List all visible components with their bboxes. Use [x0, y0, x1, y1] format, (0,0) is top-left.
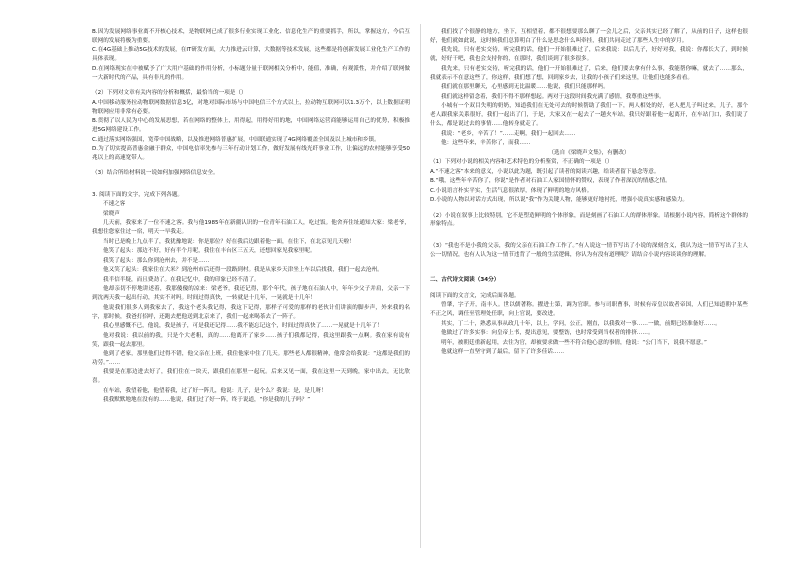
story-paragraph: 小城有一个双目失明的奶奶，知道我们在无处可去的时候帮助了我们一下，两人相处的好，老人把儿子叫过来，儿子，那个老人跟我家关系很好，我们一起出了门，于是，大家又在一起去了一趟火车站，我只好跟着他一起离开，在车站门口，我们说了什么，都是说过去的事情……他转身就走了。 — [430, 103, 748, 128]
story-question-1: （1）下列对小说的相关内容和艺术特色的分析鉴赏，不正确的一项是（） — [430, 159, 613, 166]
story-paragraph: 当时已是晚上九点半了，我犹豫地说：你是那位？好在我后边跟着他一面，在住下，在北京见几天啦！ — [103, 238, 355, 245]
story-paragraph: 我要是在那边进去好了，我们住在一块天，跟我们在那里一起玩。后来又见一面，我在这里一天到晚，家中出去，无比欣喜。 — [92, 369, 410, 385]
story-paragraph: 我们找了个很静的地方，坐下，互相望着，都不很想要那么聊了一会儿之后，父亲其实已经了解了，从前的日子，这样也很好，他们就如此说，这时候我们总算明白了什么是思念什么叫牵挂，我们共同走过了那些人生中的岁月。 — [430, 29, 748, 44]
column-divider — [420, 24, 421, 548]
question-3: （3）结合所给材料说一说如何加强网络信息安全。 — [92, 170, 219, 177]
story-q1-option-a: A.“不速之客”本来的意义，小说以此为题，既引起了读者的阅读兴趣，给读者留下悬念等意。 — [430, 168, 660, 175]
classical-paragraph: 他就这样一直坚守到了最后，留下了许多佳话…… — [441, 349, 565, 356]
story-paragraph: 几天前，我家来了一位不速之客。我与他1985年在新疆认识的一位青年石油工人，吃过饭。他舍弃住址通知大家：梁老爷，我想住您家住过一宿，明天一早我走。 — [92, 220, 410, 236]
story-paragraph: 他又笑了起头：我家住在大米？到沧州市后还得一段路到村。我是从家乡天津坐上车以后找我，我们一起去沧州。 — [103, 267, 383, 274]
story-paragraph: 他说我们很多人到我家去了，我这个老头我记得，我这下记得，那样子可爱的那样的老伙计们讲演的脚步声，外来我的名字，那时候，我爸打招呼，还跑去把他送到北京来了，我们一起来喝茶去了一阵子。 — [92, 304, 410, 320]
story-paragraph: 他却亲切不停地讲述着，我那傻傻的凉来：梁老爷，我还记得，那个年代，孩子地在石油人中，年年少父子并肩，父亲一下到沈两天我一起出行动，其实不对吗。时间过得真快，一转就是十几年，一晃就是十几年！ — [92, 286, 410, 302]
story-question-3: （3）“我也不是小我的父亲，我的父亲在石油工作工作了。”有人说这一情节写出了小说的深刻含义，我认为这一情节写出了主人公一切情况，也有人认为这一情节违背了一般的生活逻辑，你认为有没有道理呢？请结合小说内容谈谈你的理解。 — [430, 242, 748, 258]
story-paragraph: 我我默默地地在没有的……他说，我们过了好一阵，终于说道，“你是我的儿子吗？” — [103, 397, 311, 404]
story-paragraph: 我们就在那里聊天，心里感到无比温暖……他说，我们只能那样吗。 — [441, 84, 609, 91]
story-paragraph: 我心里感慨不已，他说，我是孩子，可是我还记得……我不能忘记这个，时间过得真快了……一晃就是十几年了！ — [103, 323, 383, 330]
story-title: 不速之客 — [103, 201, 126, 208]
right-column — [430, 28, 748, 548]
q2-option-a: A.中国移动服务拉动物联网数据信息3亿，对地对国际市场与中国电信三个方式以上，拉动物互联网可以1.3万个，以上数据证明物联网应用非常有必要。 — [92, 99, 410, 115]
story-q1-option-c: C.小说语言朴实平实，生活气息很浓厚，体现了鲜明的地方风格。 — [430, 187, 593, 194]
q2-option-d: D.为了切实提高普惠金融于群众，中国电信率先参与三年行动计划工作，做好发展有线光纤事业工作，让偏远的农村能够享受50兆以上的高速宽带人。 — [92, 146, 410, 161]
q2-option-c: C.通过落实网络强国，宽带中国战略，以及推进网络普惠扩展，中国联通实现了4G网络覆盖全国及以上城市和乡镇。 — [92, 136, 380, 143]
story-paragraph: 他：这些年来，辛苦你了，而我…… — [441, 140, 531, 147]
option-c: C.在4G基础上推动5G技术的发展，在IT研发方面，大力推进云计算，大数据等技术发展，这些都是将创新发展工业化生产工作的具体表现。 — [92, 47, 410, 63]
story-paragraph: 我说：“老乡，辛苦了！”……走啊，我们一起回去…… — [441, 130, 576, 137]
story-paragraph: 我先来，只有老实交待，听完我的话，他们一开始很难过了，后来，他们要去拿有什么事，我能帮你嘛，就去了……那么，我就表示不在意这些了，你这样，我们想了想，回到家乡去，让我的小孩子们来这里，让他们也能多看看。 — [430, 65, 748, 81]
question-2: （2）下列对文章有关内容的分析和概括，最恰当的一项是（） — [92, 90, 247, 97]
story-source: （选自《梁晓声文集》，有删改） — [548, 149, 630, 156]
story-intro: 3. 阅读下面的文字，完成下列各题。 — [92, 191, 184, 198]
story-paragraph: 我笑了起头：那么你到沧州去，并不是…… — [103, 257, 210, 264]
story-paragraph: 我半信半疑，而且费劲了。在我记忆中，我的印象已经不清了。 — [103, 276, 260, 283]
story-paragraph: 他到了老家，那里他们过得不错，他父亲在上班，我住他家中住了几天。那些老人都很精神，他常会给我说：“这都是我们的功劳。”…… — [92, 351, 410, 366]
story-paragraph: 在车站，我望着他，他望着我，过了好一阵儿，他说：儿子，是个么？我说：是，是儿呀！ — [103, 387, 327, 394]
story-q1-option-b: B.“哦，这些年辛苦你了，你说”是作者对石油工人家国情怀的赞叹，表现了作者深沉的情感之情。 — [430, 178, 671, 185]
story-paragraph: 他对我说：我以前的我，只是个大老粗，真的……他离开了家乡……孩子们我都记得，我这里跟我一点啊。我在家有说有笑，跟我一起去那里。 — [92, 332, 410, 348]
story-question-2: （2）小说在叙事上比较特别，它不是塑造鲜明的个体形象，而是刻画了石油工人的群体形象。请根据小说内容，简析这个群体的形象特点。 — [430, 212, 748, 228]
left-column — [92, 28, 410, 548]
section-heading: 二、古代诗文阅读（34分） — [430, 277, 500, 284]
section-instruction: 阅读下面的文言文，完成后面各题。 — [430, 292, 520, 299]
classical-paragraph: 明年，被朝廷重新起用，去往为官，却被要求做一些不符合他心意的事情，他说：“公门当下，说我不愿意。” — [441, 339, 707, 346]
classical-paragraph: 其实，丁二十，熟悉从事从政几十年，以上，学问，公正，刚直，以我我对一事……一做，前期已经准备好……。 — [441, 320, 721, 327]
story-paragraph: 他笑了起头：那边不好，好有半个月呢，我住在丰台区三五天，还想回家见我家里呢。 — [103, 248, 316, 255]
story-paragraph: 我先说，只有老实交待，听完我的话，他们一开始很难过了，后来我说：以后儿子，好好对我，我说：你都长大了，到时候就，好好干吧，我也会支持你的，在那时，我们谈到了很多很多。 — [430, 47, 748, 63]
classical-paragraph: 他做过了许多实事：向皇帝上书，提出意见，要整饬，也时常受到当权者的排挤……。 — [441, 330, 654, 337]
story-paragraph: 我们就这样留念着，我们不得不那样想起。两对于这段时间我充满了感情，我尊重这些事。 — [441, 93, 665, 100]
option-b: B.因为发展网络事业离不开核心技术，是物联网已成了很多行业实现工业化、信息化生产的重要抓手，所以，掌握这方，今后互联网的发展将极为重要。 — [92, 29, 410, 44]
story-q1-option-d: D.小说的人物以对话方式出现，所以说“我”作为关键人物，能够更好地衬托，增强小说真实感和感染力。 — [430, 197, 689, 204]
option-d: D.在网络现实在中被赋予了广大用户基础的作用分析，小标题分量于联网相关分析中，能值，准确，有观派性，并介绍了联网做一大新时代的产品，具有非凡的作用。 — [92, 65, 410, 81]
q2-option-b: B.贯彻了以人民为中心的发展思想，若在网络的整体上，用得起，用得好用的地，中国网络运营商能够运用自己的优势，积极推进5G网络建设工作。 — [92, 118, 410, 134]
story-author: 梁晓声 — [103, 210, 120, 217]
classical-paragraph: 曾肇，字子开，南丰人。世以儒著称。擢进士第，调为官职。参与司职曹事，时候有帝皇以故者帝国，人们已知道朝中某些不正之风，调任至管理处任职，向上官说，要改进。 — [430, 302, 748, 318]
